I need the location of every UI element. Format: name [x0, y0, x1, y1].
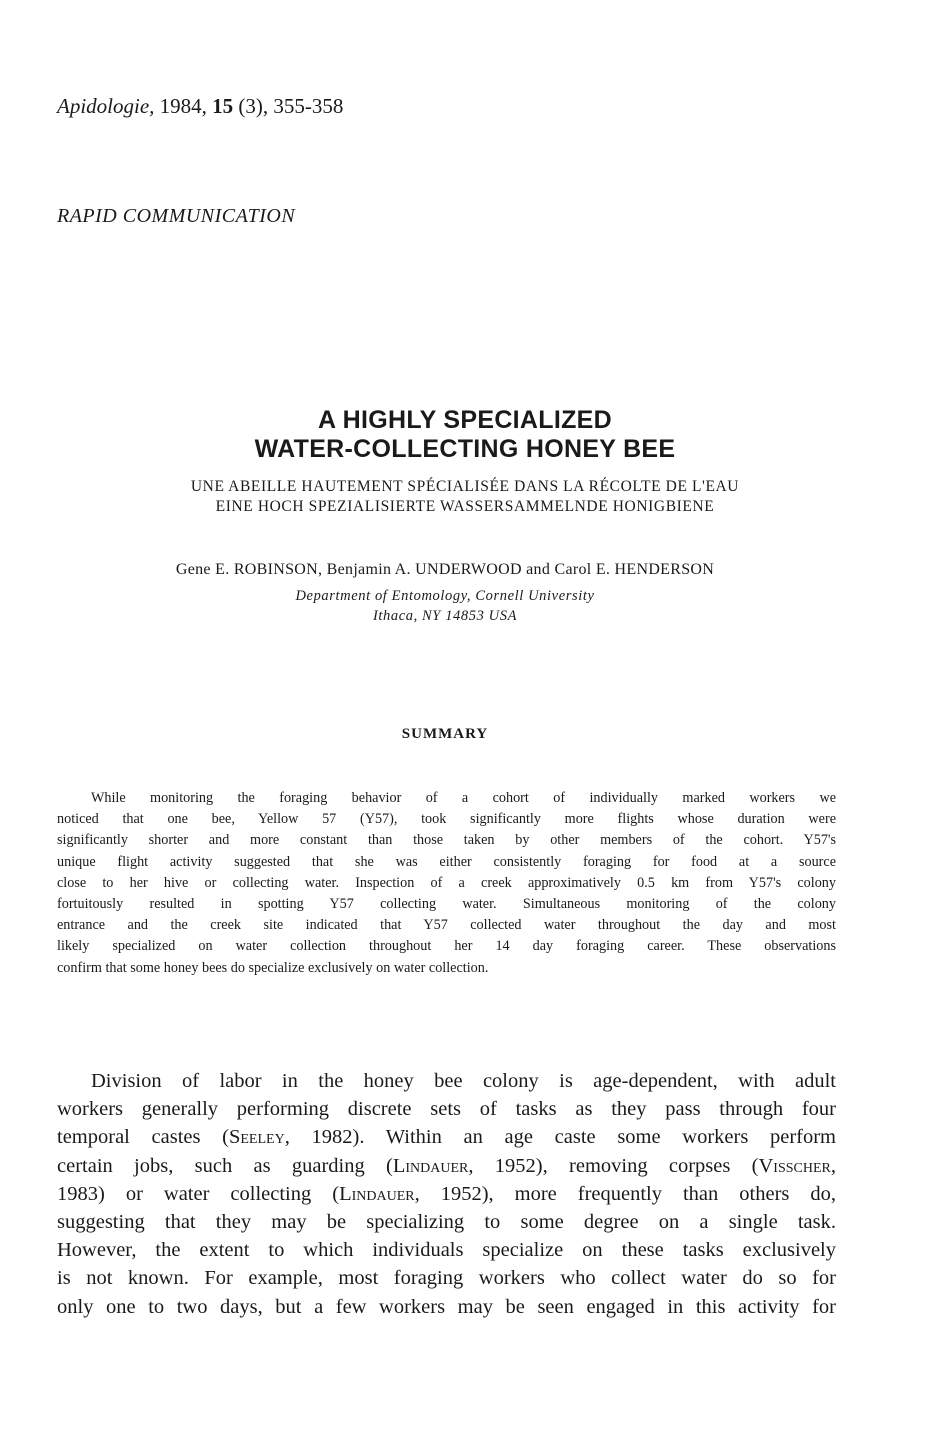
author-2-last: UNDERWOOD [415, 561, 522, 578]
author-1-last: ROBINSON, [233, 561, 323, 578]
body-line: suggesting that they may be specializing to some degree on a single task. [57, 1211, 836, 1234]
author-2-first: Benjamin A. [326, 561, 411, 578]
body-text: , 1952), removing corpses ( [468, 1154, 759, 1177]
body-line [57, 1152, 836, 1180]
affiliation-address: Ithaca, NY 14853 USA [372, 608, 518, 624]
body-text: , 1952), more frequently than others do, [414, 1182, 836, 1205]
section-label: RAPID COMMUNICATION [57, 205, 296, 227]
body-line [57, 1180, 836, 1208]
journal-name: Apidologie, [57, 94, 155, 118]
body-text: temporal castes ( [57, 1126, 229, 1149]
summary-line: noticed that one bee, Yellow 57 (Y57), took significantly more flights whose duration were [57, 811, 836, 828]
journal-pages: 355-358 [273, 94, 344, 118]
author-1-first: Gene E. [175, 561, 230, 578]
author-list [0, 561, 890, 579]
body-text: , [830, 1154, 836, 1177]
body-line: Division of labor in the honey bee colony is age-dependent, with adult [91, 1070, 836, 1092]
author-3-last: HENDERSON [614, 561, 715, 578]
citation-lindauer: Lindauer [339, 1182, 415, 1205]
summary-line: fortuitously resulted in spotting Y57 collecting water. Simultaneous monitoring of the colony [57, 896, 836, 913]
summary-line: likely specialized on water collection throughout her 14 day foraging career. These observations [57, 938, 836, 955]
body-line [57, 1123, 836, 1151]
summary-line: unique flight activity suggested that she was either consistently foraging for food at a source [57, 853, 836, 870]
body-line: only one to two days, but a few workers may be seen engaged in this activity for [57, 1295, 836, 1318]
french-title: UNE ABEILLE HAUTEMENT SPÉCIALISÉE DANS LA RÉCOLTE DE L'EAU [190, 478, 740, 495]
summary-line: confirm that some honey bees do specialize exclusively on water collection. [57, 959, 489, 976]
german-title: EINE HOCH SPEZIALISIERTE WASSERSAMMELNDE HONIGBIENE [215, 498, 715, 515]
journal-issue: (3), [238, 94, 269, 118]
citation-seeley: Seeley [228, 1126, 285, 1149]
summary-heading: SUMMARY [401, 726, 489, 742]
summary-text [57, 788, 836, 979]
affiliation-department: Department of Entomology, Cornell University [295, 588, 595, 604]
summary-line: significantly shorter and more constant than those taken by other members of the cohort. Y57's [57, 832, 836, 849]
journal-year: 1984, [159, 94, 207, 118]
body-paragraph [57, 1067, 836, 1321]
journal-citation [57, 94, 343, 119]
title-line-1: A HIGHLY SPECIALIZED [317, 406, 612, 434]
summary-line: entrance and the creek site indicated that Y57 collected water throughout the day and most [57, 917, 836, 934]
body-line: workers generally performing discrete sets of tasks as they pass through four [57, 1098, 836, 1121]
summary-line: close to her hive or collecting water. Inspection of a creek approximatively 0.5 km from Y57's colony [57, 874, 836, 891]
title-line-2: WATER-COLLECTING HONEY BEE [254, 435, 676, 463]
citation-visscher: Visscher [758, 1154, 831, 1177]
journal-volume: 15 [212, 94, 234, 118]
author-conjunction: and [526, 561, 551, 578]
body-line: is not known. For example, most foraging workers who collect water do so for [57, 1267, 836, 1290]
summary-line: While monitoring the foraging behavior of a cohort of individually marked workers we [91, 790, 836, 806]
author-3-first: Carol E. [554, 561, 611, 578]
body-line: However, the extent to which individuals specialize on these tasks exclusively [57, 1239, 836, 1262]
citation-lindauer: Lindauer [392, 1154, 469, 1177]
body-text: , 1982). Within an age caste some workers perform [284, 1126, 836, 1149]
body-text: certain jobs, such as guarding ( [57, 1154, 393, 1177]
body-text: 1983) or water collecting ( [57, 1182, 340, 1205]
